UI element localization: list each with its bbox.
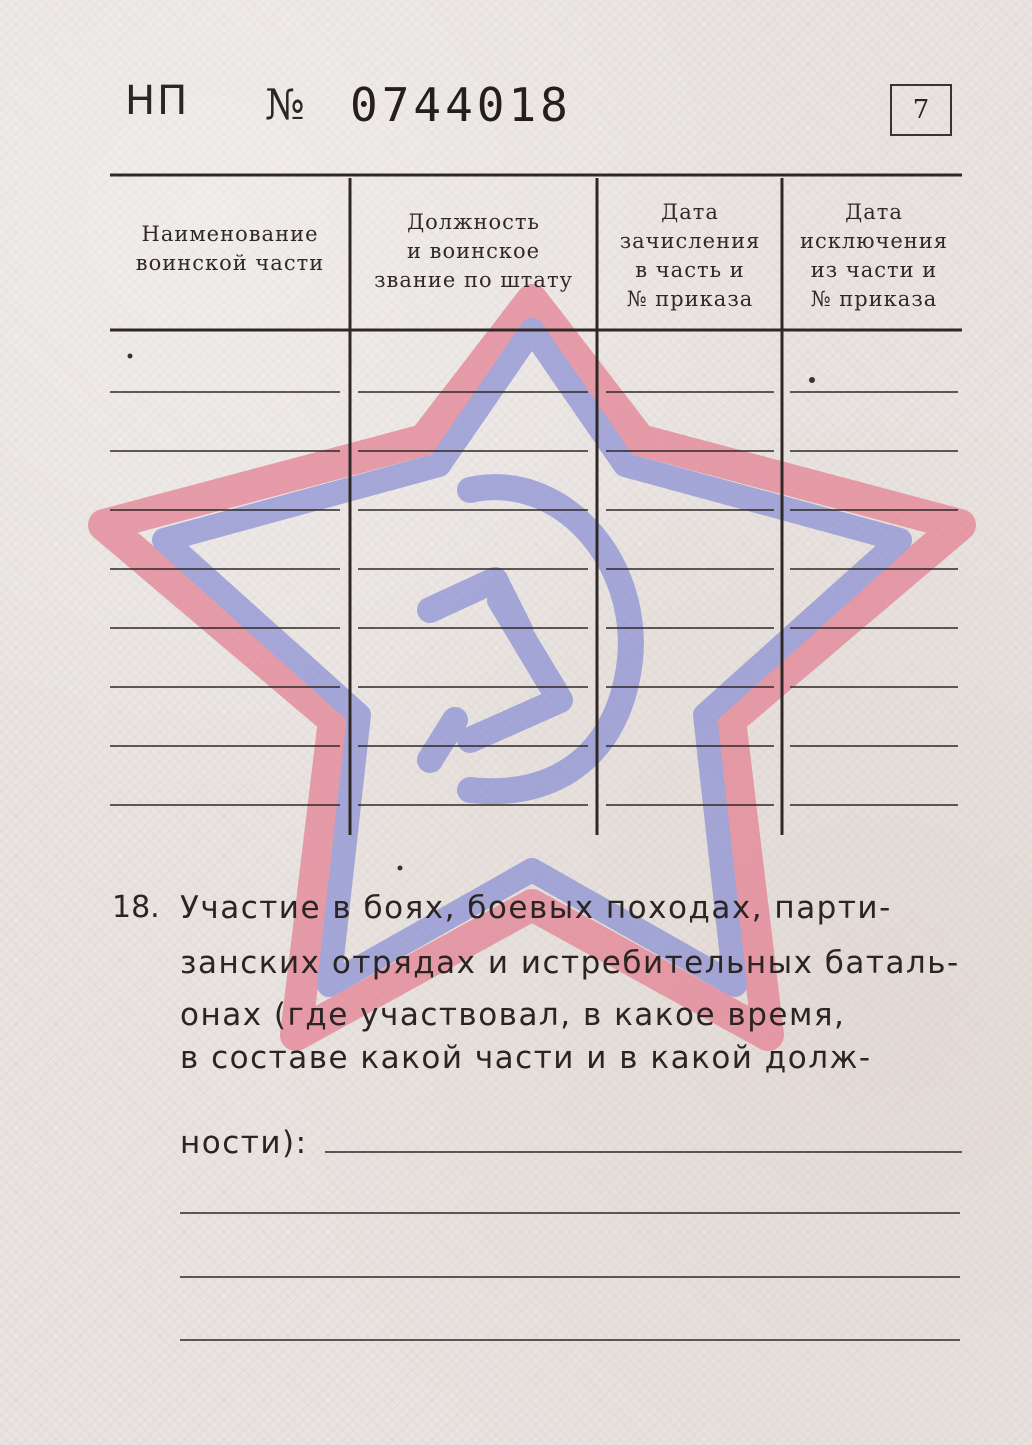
column-header-line: исключения <box>799 229 949 253</box>
answer-lines <box>180 1152 962 1340</box>
ink-dot <box>398 866 403 871</box>
item-18-number: 18. <box>112 890 160 925</box>
column-header-line: воинской части <box>135 251 325 275</box>
column-header-line: звание по штату <box>374 268 573 292</box>
column-header-position <box>355 208 592 295</box>
item-18-last-line: ности): <box>180 1125 308 1161</box>
number-sign: № <box>265 80 305 129</box>
column-header-line: № приказа <box>810 287 938 311</box>
document-number: 0744018 <box>350 78 572 132</box>
item-18-text-line: онах (где участвовал, в какое время, <box>180 997 846 1033</box>
item-18-text-line: Участие в боях, боевых походах, парти- <box>180 890 892 926</box>
column-header-line: в часть и <box>635 258 745 282</box>
series-label: НП <box>125 78 190 124</box>
page-number-box: 7 <box>890 84 952 136</box>
column-header-line: Дата <box>845 200 903 224</box>
column-header-line: Дата <box>661 200 719 224</box>
column-header-exclusion-date <box>786 198 962 314</box>
item-18-text-line: в составе какой части и в какой долж- <box>180 1040 872 1076</box>
ink-dot <box>809 377 815 383</box>
ink-dot <box>128 354 133 359</box>
column-header-line: Наименование <box>141 222 319 246</box>
column-header-line: из части и <box>810 258 938 282</box>
column-header-line: и воинское <box>406 239 541 263</box>
column-header-enrollment-date <box>600 198 780 314</box>
row-lines <box>110 392 958 805</box>
column-header-line: № приказа <box>626 287 754 311</box>
item-18-text-line: занских отрядах и истребительных баталь- <box>180 945 960 981</box>
column-header-line: Должность <box>407 210 540 234</box>
column-header-unit <box>115 220 345 278</box>
column-header-line: зачисления <box>619 229 761 253</box>
